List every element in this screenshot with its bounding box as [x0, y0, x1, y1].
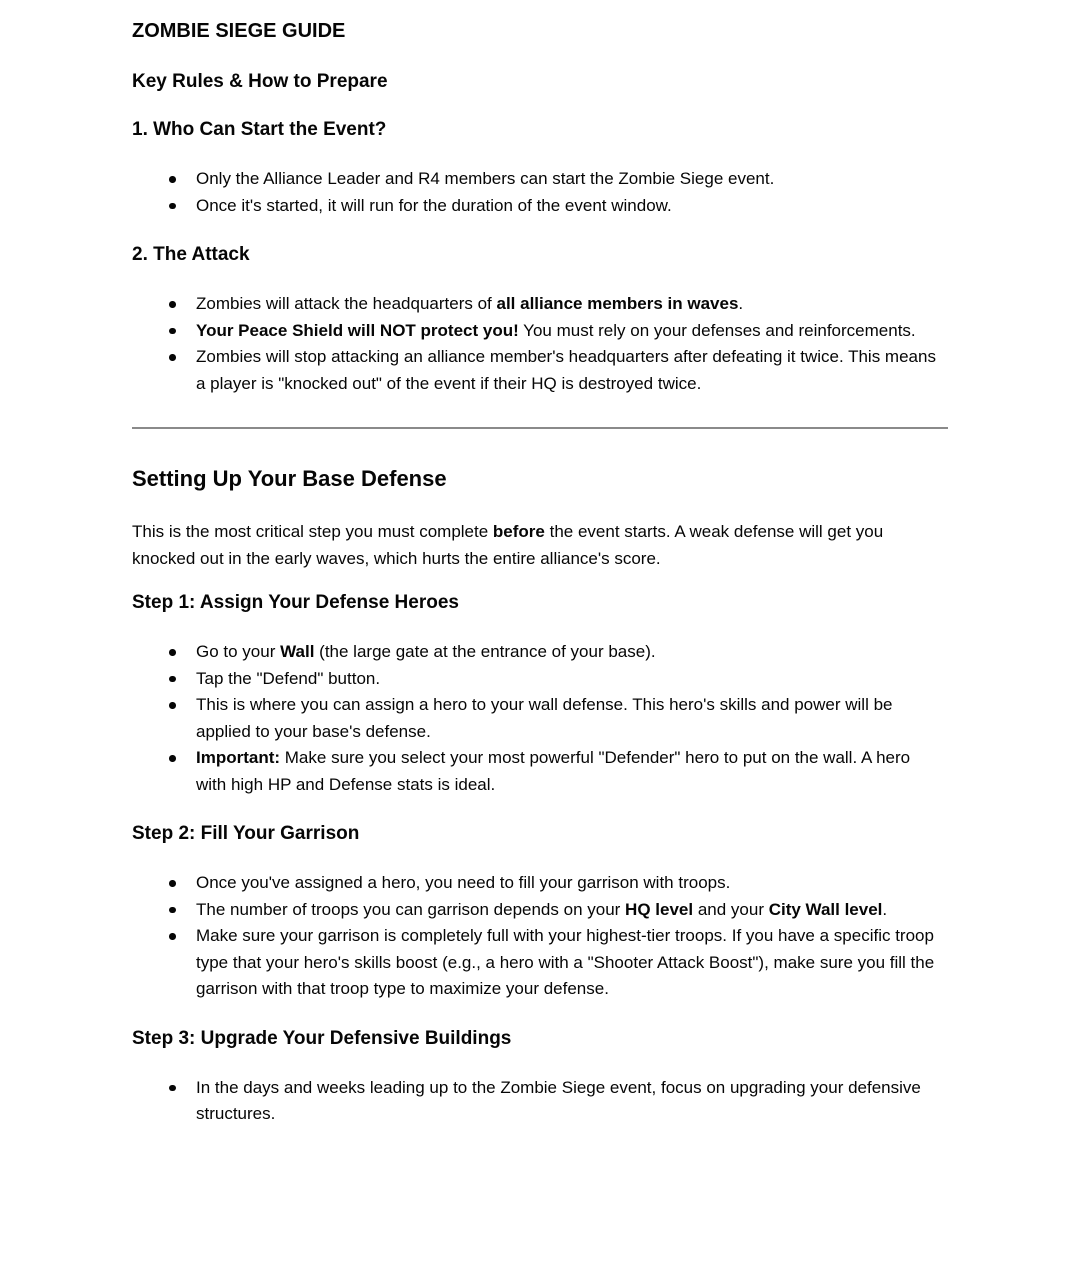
bullet-item: [196, 639, 942, 666]
bullet-list: [132, 166, 948, 219]
paragraph: [132, 519, 948, 572]
text-run: (the large gate at the entrance of your base).: [314, 642, 656, 661]
bullet-item: [196, 745, 942, 798]
bullet-item: [196, 166, 942, 193]
bullet-item: [196, 193, 942, 220]
text-run: Go to your: [196, 642, 281, 661]
sub-heading: Step 1: Assign Your Defense Heroes: [132, 592, 459, 613]
text-run: This is the most critical step you must complete: [132, 522, 493, 541]
bullet-item: [196, 666, 942, 693]
text-run: This is where you can assign a hero to your wall defense. This hero's skills and power will be applied to your base's defense.: [196, 695, 893, 741]
bullet-list: [132, 1075, 948, 1128]
bullet-item: [196, 291, 942, 318]
sub-heading: Key Rules & How to Prepare: [132, 71, 388, 92]
text-run: In the days and weeks leading up to the Zombie Siege event, focus on upgrading your defensive structures.: [196, 1077, 921, 1123]
bullet-list: [132, 291, 948, 397]
text-run: The number of troops you can garrison depends on your: [196, 899, 626, 919]
bullet-item: [196, 870, 942, 897]
bold-text-run: HQ level: [625, 899, 694, 919]
bold-text-run: all alliance members in waves: [496, 294, 739, 313]
text-run: You must rely on your defenses and reinforcements.: [518, 320, 916, 340]
text-run: Zombies will attack the headquarters of: [196, 294, 497, 313]
bullet-list: [132, 870, 948, 1003]
bold-text-run: City Wall level: [768, 899, 883, 919]
bold-text-run: Your Peace Shield will NOT protect you!: [196, 320, 519, 340]
text-run: .: [882, 899, 888, 919]
bullet-item: [196, 897, 942, 924]
text-run: Only the Alliance Leader and R4 members can start the Zombie Siege event.: [196, 169, 775, 188]
bullet-item: [196, 318, 942, 345]
section-divider: [132, 427, 948, 429]
bullet-item: [196, 344, 942, 397]
text-run: and your: [693, 899, 769, 919]
sub-heading: 2. The Attack: [132, 244, 250, 265]
text-run: Once you've assigned a hero, you need to fill your garrison with troops.: [196, 873, 731, 892]
bullet-item: [196, 692, 942, 745]
sub-heading: Step 2: Fill Your Garrison: [132, 823, 360, 844]
doc-title: ZOMBIE SIEGE GUIDE: [132, 20, 346, 42]
bullet-item: [196, 1075, 942, 1128]
bold-text-run: Important:: [196, 748, 281, 767]
bold-text-run: before: [492, 522, 545, 541]
sub-heading: Step 3: Upgrade Your Defensive Buildings: [132, 1027, 512, 1049]
bold-text-run: Wall: [280, 642, 315, 661]
text-run: Once it's started, it will run for the duration of the event window.: [196, 195, 672, 215]
text-run: .: [738, 294, 744, 313]
bullet-list: [132, 639, 948, 798]
sub-heading: 1. Who Can Start the Event?: [132, 119, 387, 140]
bullet-item: [196, 923, 942, 1003]
text-run: Make sure you select your most powerful "Defender" hero to put on the wall. A hero with high HP and Defense stats is ideal.: [196, 748, 911, 794]
text-run: Tap the "Defend" button.: [196, 668, 381, 688]
section-heading: Setting Up Your Base Defense: [132, 466, 447, 491]
text-run: Make sure your garrison is completely full with your highest-tier troops. If you have a specific troop type that your hero's skills boost (e.g., a hero with a "Shooter Attack Boost"), make sure you fill the garrison with that troop type to maximize your defense.: [196, 926, 935, 998]
text-run: the event starts. A weak defense will get you knocked out in the early waves, which hurts the entire alliance's score.: [132, 522, 884, 568]
text-run: Zombies will stop attacking an alliance member's headquarters after defeating it twice. This means a player is "knocked out" of the event if their HQ is destroyed twice.: [196, 347, 936, 393]
